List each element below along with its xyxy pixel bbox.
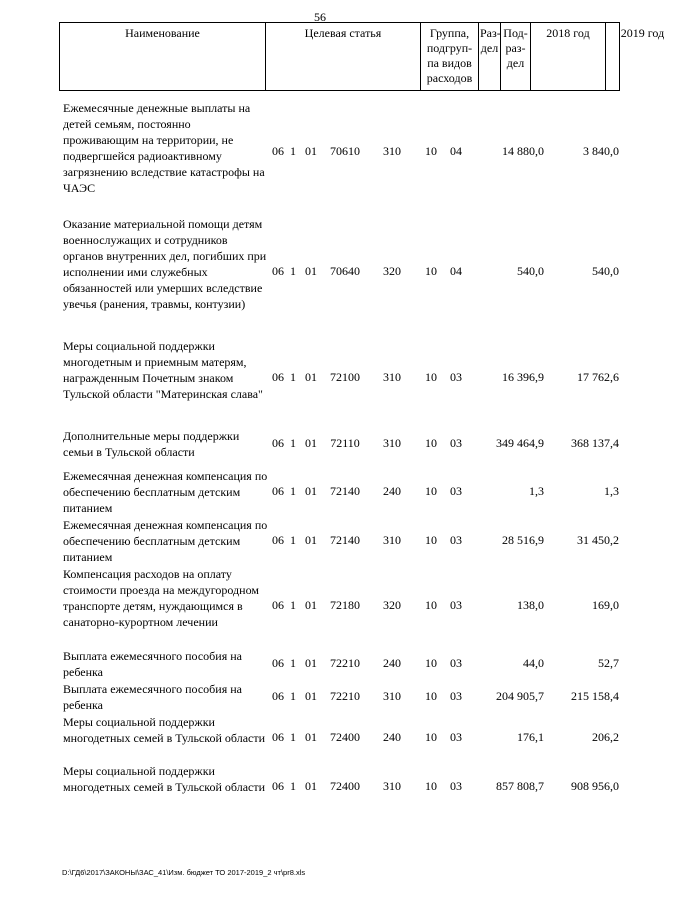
subsection-code: 03	[450, 689, 462, 703]
value-2018: 16 396,9	[502, 370, 544, 384]
target-part-2: 1	[290, 436, 296, 450]
target-part-1: 06	[272, 264, 284, 278]
header-2018: 2018 год	[530, 23, 605, 90]
section-code: 10	[425, 779, 437, 793]
value-2018: 204 905,7	[496, 689, 544, 703]
target-part-1: 06	[272, 533, 284, 547]
subsection-code: 03	[450, 436, 462, 450]
value-2018: 44,0	[523, 656, 544, 670]
section-code: 10	[425, 689, 437, 703]
row-name: Меры социальной поддержки многодетных семей в Тульской области	[63, 715, 266, 745]
target-part-4: 72140	[330, 533, 360, 547]
group-code: 240	[383, 484, 401, 498]
target-part-4: 72210	[330, 689, 360, 703]
section-code: 10	[425, 370, 437, 384]
target-part-1: 06	[272, 484, 284, 498]
row-name: Ежемесячная денежная компенсация по обеспечению бесплатным детским питанием	[63, 469, 268, 515]
table-header	[59, 22, 665, 91]
header-group: Группа, подгруп-па видов расходов	[420, 23, 478, 90]
section-code: 10	[425, 484, 437, 498]
group-code: 310	[383, 144, 401, 158]
value-2018: 138,0	[517, 598, 544, 612]
value-2019: 31 450,2	[577, 533, 619, 547]
target-part-2: 1	[290, 533, 296, 547]
section-code: 10	[425, 656, 437, 670]
group-code: 320	[383, 598, 401, 612]
page-number: 56	[314, 10, 326, 24]
target-part-4: 70640	[330, 264, 360, 278]
row-name: Меры социальной поддержки многодетным и приемным матерям, награжденным Почетным знаком Тульской области "Материнская слава"	[63, 339, 263, 401]
subsection-code: 04	[450, 264, 462, 278]
target-part-2: 1	[290, 779, 296, 793]
target-part-3: 01	[305, 779, 317, 793]
group-code: 240	[383, 730, 401, 744]
value-2019: 52,7	[598, 656, 619, 670]
value-2018: 1,3	[529, 484, 544, 498]
target-part-2: 1	[290, 144, 296, 158]
target-part-4: 72110	[330, 436, 360, 450]
target-part-2: 1	[290, 264, 296, 278]
target-part-2: 1	[290, 484, 296, 498]
value-2018: 14 880,0	[502, 144, 544, 158]
section-code: 10	[425, 533, 437, 547]
target-part-4: 72100	[330, 370, 360, 384]
target-part-2: 1	[290, 689, 296, 703]
value-2019: 908 956,0	[571, 779, 619, 793]
target-part-3: 01	[305, 370, 317, 384]
value-2018: 349 464,9	[496, 436, 544, 450]
group-code: 310	[383, 370, 401, 384]
section-code: 10	[425, 264, 437, 278]
target-part-2: 1	[290, 370, 296, 384]
target-part-3: 01	[305, 598, 317, 612]
target-part-3: 01	[305, 689, 317, 703]
subsection-code: 03	[450, 656, 462, 670]
target-part-3: 01	[305, 533, 317, 547]
target-part-1: 06	[272, 436, 284, 450]
target-part-4: 70610	[330, 144, 360, 158]
group-code: 310	[383, 436, 401, 450]
target-part-3: 01	[305, 730, 317, 744]
group-code: 310	[383, 689, 401, 703]
row-name: Выплата ежемесячного пособия на ребенка	[63, 682, 242, 712]
group-code: 310	[383, 533, 401, 547]
row-name: Ежемесячные денежные выплаты на детей семьям, постоянно проживающим на территории, не подвергшейся радиоактивному загрязнению вследствие катастрофы на ЧАЭС	[63, 101, 265, 195]
subsection-code: 04	[450, 144, 462, 158]
header-name: Наименование	[125, 26, 200, 40]
section-code: 10	[425, 598, 437, 612]
target-part-1: 06	[272, 144, 284, 158]
target-part-4: 72400	[330, 779, 360, 793]
header-2019: 2019 год	[605, 23, 679, 90]
header-subsection: Под-раз-дел	[500, 23, 530, 90]
section-code: 10	[425, 730, 437, 744]
value-2019: 215 158,4	[571, 689, 619, 703]
target-part-4: 72210	[330, 656, 360, 670]
value-2019: 540,0	[592, 264, 619, 278]
value-2018: 176,1	[517, 730, 544, 744]
section-code: 10	[425, 436, 437, 450]
target-part-1: 06	[272, 370, 284, 384]
target-part-3: 01	[305, 484, 317, 498]
section-code: 10	[425, 144, 437, 158]
subsection-code: 03	[450, 370, 462, 384]
target-part-3: 01	[305, 436, 317, 450]
group-code: 320	[383, 264, 401, 278]
value-2019: 1,3	[604, 484, 619, 498]
target-part-1: 06	[272, 656, 284, 670]
value-2019: 169,0	[592, 598, 619, 612]
subsection-code: 03	[450, 533, 462, 547]
row-name: Выплата ежемесячного пособия на ребенка	[63, 649, 242, 679]
value-2019: 368 137,4	[571, 436, 619, 450]
value-2019: 3 840,0	[583, 144, 619, 158]
file-path: D:\ГД6\2017\ЗАКОНЫ\ЗАС_41\Изм. бюджет ТО 2017-2019_2 чт\pr8.xls	[62, 868, 306, 877]
value-2018: 857 808,7	[496, 779, 544, 793]
header-target: Целевая статья	[265, 23, 420, 90]
target-part-1: 06	[272, 779, 284, 793]
target-part-2: 1	[290, 656, 296, 670]
value-2019: 206,2	[592, 730, 619, 744]
header-section: Раз-дел	[478, 23, 500, 90]
group-code: 310	[383, 779, 401, 793]
subsection-code: 03	[450, 598, 462, 612]
target-part-1: 06	[272, 598, 284, 612]
subsection-code: 03	[450, 484, 462, 498]
target-part-1: 06	[272, 730, 284, 744]
target-part-4: 72180	[330, 598, 360, 612]
target-part-2: 1	[290, 730, 296, 744]
target-part-3: 01	[305, 656, 317, 670]
value-2018: 28 516,9	[502, 533, 544, 547]
target-part-1: 06	[272, 689, 284, 703]
target-part-3: 01	[305, 264, 317, 278]
target-part-3: 01	[305, 144, 317, 158]
row-name: Меры социальной поддержки многодетных семей в Тульской области	[63, 764, 266, 794]
target-part-4: 72140	[330, 484, 360, 498]
subsection-code: 03	[450, 779, 462, 793]
row-name: Оказание материальной помощи детям военнослужащих и сотрудников органов внутренних дел, погибших при исполнении ими служебных обязанностей или умерших вследствие увечья (ранения, травмы, контузии)	[63, 217, 267, 311]
row-name: Компенсация расходов на оплату стоимости проезда на междугородном транспорте детям, нуждающимся в санаторно-курортном лечении	[63, 567, 259, 629]
row-name: Ежемесячная денежная компенсация по обеспечению бесплатным детским питанием	[63, 518, 268, 564]
group-code: 240	[383, 656, 401, 670]
value-2019: 17 762,6	[577, 370, 619, 384]
target-part-4: 72400	[330, 730, 360, 744]
target-part-2: 1	[290, 598, 296, 612]
value-2018: 540,0	[517, 264, 544, 278]
row-name: Дополнительные меры поддержки семьи в Тульской области	[63, 429, 240, 459]
subsection-code: 03	[450, 730, 462, 744]
